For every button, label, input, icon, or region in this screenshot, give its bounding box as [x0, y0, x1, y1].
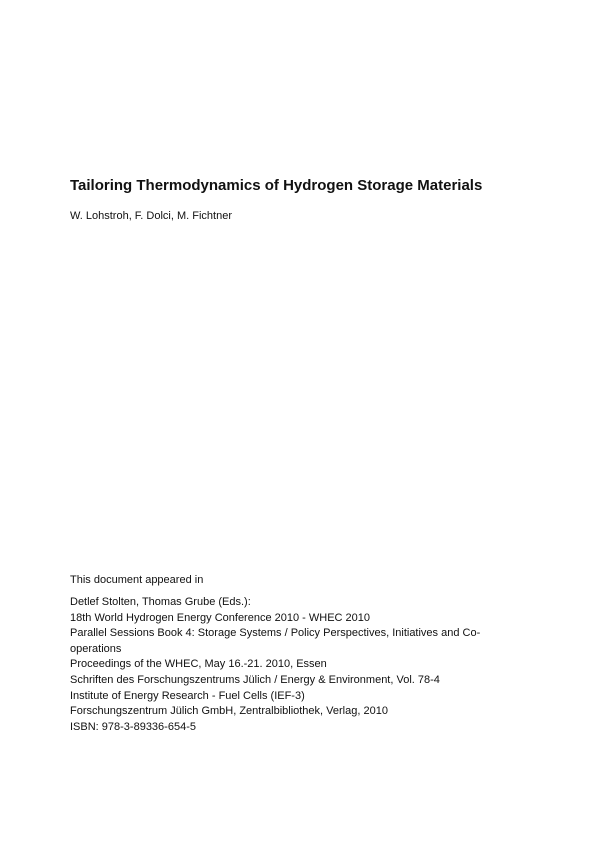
publication-isbn: ISBN: 978-3-89336-654-5	[70, 720, 196, 733]
paper-title: Tailoring Thermodynamics of Hydrogen Storage Materials	[70, 177, 483, 194]
publication-book-continued: operations	[70, 642, 122, 655]
publication-editors: Detlef Stolten, Thomas Grube (Eds.):	[70, 596, 251, 608]
publication-publisher: Forschungszentrum Jülich GmbH, Zentralbibliothek, Verlag, 2010	[70, 705, 388, 718]
publication-book: Parallel Sessions Book 4: Storage Systems / Policy Perspectives, Initiatives and Co-	[70, 627, 481, 640]
paper-authors: W. Lohstroh, F. Dolci, M. Fichtner	[70, 210, 232, 222]
publication-institute: Institute of Energy Research - Fuel Cells (IEF-3)	[70, 689, 305, 702]
publication-proceedings: Proceedings of the WHEC, May 16.-21. 2010, Essen	[70, 658, 327, 671]
publication-intro: This document appeared in	[70, 574, 204, 586]
publication-series: Schriften des Forschungszentrums Jülich / Energy & Environment, Vol. 78-4	[70, 673, 440, 686]
publication-conference: 18th World Hydrogen Energy Conference 2010 - WHEC 2010	[70, 611, 371, 624]
publication-details	[70, 595, 540, 735]
